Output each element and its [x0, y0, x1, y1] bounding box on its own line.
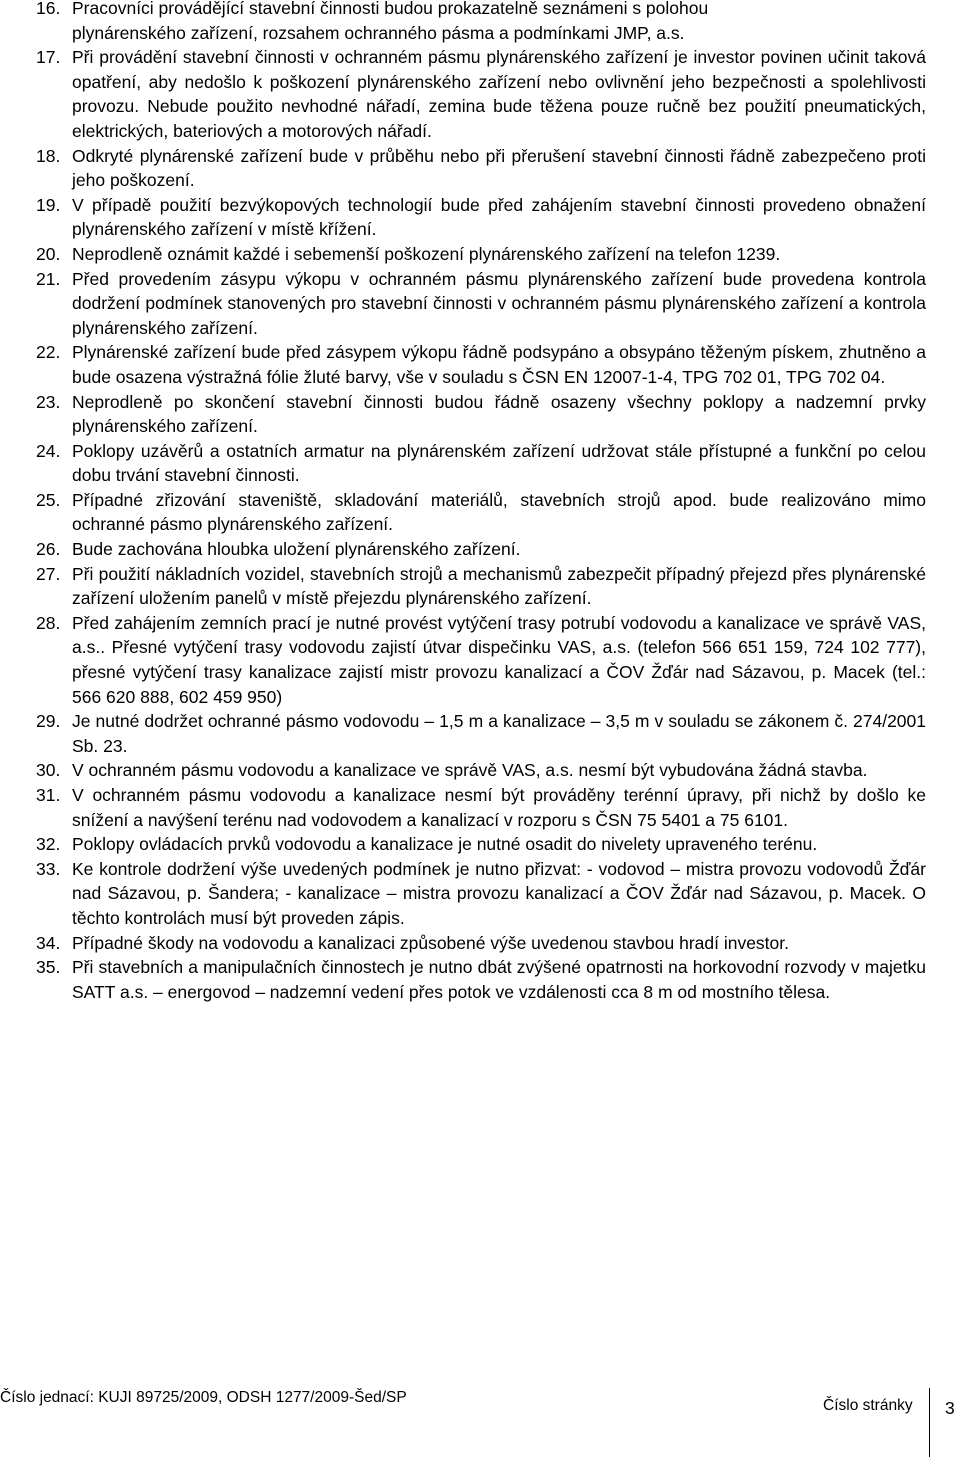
condition-number: 23. [36, 391, 61, 412]
condition-item [36, 709, 926, 758]
condition-number: 24. [36, 440, 61, 461]
condition-text: Při použití nákladních vozidel, stavebních strojů a mechanismů zabezpečit případný přejezd přes plynárenské zařízení uložením panelů v místě přejezdu plynárenského zařízení. [72, 563, 926, 609]
condition-text: Je nutné dodržet ochranné pásmo vodovodu – 1,5 m a kanalizace – 3,5 m v souladu se zákonem č. 274/2001 Sb. 23. [72, 711, 926, 756]
condition-item [36, 611, 926, 709]
condition-text: Při stavebních a manipulačních činnostech je nutno dbát zvýšené opatrnosti na horkovodní rozvody v majetku SATT a.s. – energovod – nadzemní vedení přes potok ve vzdálenosti cca 8 m od mostního tělesa. [72, 957, 926, 1002]
condition-item [36, 390, 926, 439]
condition-text: Poklopy uzávěrů a ostatních armatur na plynárenském zařízení udržovat stále přístupné a funkční po celou dobu trvání stavební činnosti. [72, 440, 926, 486]
condition-item [36, 45, 926, 143]
page-number: 3 [945, 1398, 955, 1418]
condition-number: 20. [36, 243, 61, 264]
condition-number: 27. [36, 563, 61, 584]
reference-number: Číslo jednací: KUJI 89725/2009, ODSH 1277/2009-Šed/SP [0, 1389, 407, 1406]
condition-text: Před zahájením zemních prací je nutné provést vytýčení trasy potrubí vodovodu a kanalizace ve správě VAS, a.s.. Přesné vytýčení trasy vodovodu zajistí útvar dispečinku VAS, a.s. (telefon 566 651 159, 724 102 777), přesné vytýčení trasy kanalizace zajistí mistr provozu kanalizací a ČOV Žďár nad Sázavou, p. Macek (tel.: 566 620 888, 602 459 950) [72, 612, 926, 707]
condition-number: 28. [36, 612, 61, 633]
condition-item [36, 783, 926, 832]
condition-number: 25. [36, 489, 61, 510]
condition-item [36, 857, 926, 931]
condition-item [36, 267, 926, 341]
condition-text: Případné zřizování staveniště, skladování materiálů, stavebních strojů apod. bude realizováno mimo ochranné pásmo plynárenského zařízení. [72, 489, 926, 535]
condition-item [36, 439, 926, 488]
condition-text: V ochranném pásmu vodovodu a kanalizace ve správě VAS, a.s. nesmí být vybudována žádná stavba. [72, 760, 868, 781]
condition-number: 17. [36, 47, 61, 68]
condition-item [36, 144, 926, 193]
condition-number: 32. [36, 834, 61, 855]
condition-number: 19. [36, 194, 61, 215]
footer-divider [929, 1388, 930, 1457]
condition-text: Neprodleně po skončení stavební činnosti budou řádně osazeny všechny poklopy a nadzemní prvky plynárenského zařízení. [72, 391, 926, 437]
condition-number: 30. [36, 760, 61, 781]
condition-item [36, 562, 926, 611]
condition-number: 18. [36, 145, 61, 166]
condition-number: 31. [36, 785, 61, 805]
condition-number: 29. [36, 711, 61, 732]
condition-item [36, 340, 926, 389]
condition-item [36, 193, 926, 242]
page-number-label: Číslo stránky [823, 1397, 913, 1414]
condition-item [36, 0, 926, 45]
condition-number: 33. [36, 858, 61, 879]
condition-item [36, 242, 926, 267]
condition-number: 35. [36, 957, 61, 978]
condition-text: Pracovníci provádějící stavební činnosti budou prokazatelně seznámeni s polohou plynárenského zařízení, rozsahem ochranného pásma a podmínkami JMP, a.s. [72, 0, 709, 43]
condition-item [36, 758, 926, 783]
condition-number: 22. [36, 342, 61, 363]
condition-text: Neprodleně oznámit každé i sebemenší poškození plynárenského zařízení na telefon 1239. [72, 243, 781, 264]
condition-text: Bude zachována hloubka uložení plynárenského zařízení. [72, 539, 521, 560]
condition-text: V případě použití bezvýkopových technologií bude před zahájením stavební činnosti provedeno obnažení plynárenského zařízení v místě křížení. [72, 194, 926, 240]
condition-text: Ke kontrole dodržení výše uvedených podmínek je nutno přizvat: - vodovod – mistra provozu vodovodů Žďár nad Sázavou, p. Šandera; - kanalizace – mistra provozu kanalizací a ČOV Žďár nad Sázavou, p. Macek. O těchto kontrolách musí být proveden zápis. [72, 858, 926, 928]
conditions-list [36, 0, 926, 1004]
condition-number: 26. [36, 539, 61, 560]
condition-text: Při provádění stavební činnosti v ochranném pásmu plynárenského zařízení je investor povinen učinit taková opatření, aby nedošlo k poškození plynárenského zařízení nebo ovlivnění jeho bezpečnosti a spolehlivosti provozu. Nebude použito nevhodné nářadí, zemina bude těžena pouze ručně bez použití pneumatických, elektrických, bateriových a motorových nářadí. [72, 47, 926, 141]
condition-text: Před provedením zásypu výkopu v ochranném pásmu plynárenského zařízení bude provedena kontrola dodržení podmínek stanovených pro stavební činnosti v ochranném pásmu plynárenského zařízení a kontrola plynárenského zařízení. [72, 268, 926, 338]
condition-text: Plynárenské zařízení bude před zásypem výkopu řádně podsypáno a obsypáno těženým pískem, zhutněno a bude osazena výstražná fólie žluté barvy, vše v souladu s ČSN EN 12007-1-4, TPG 702 01, TPG 702 04. [72, 342, 926, 387]
condition-item [36, 955, 926, 1004]
condition-text: Případné škody na vodovodu a kanalizaci způsobené výše uvedenou stavbou hradí investor. [72, 932, 790, 953]
condition-text: Poklopy ovládacích prvků vodovodu a kanalizace je nutné osadit do nivelety upraveného terénu. [72, 834, 818, 855]
condition-number: 34. [36, 932, 61, 953]
condition-item [36, 537, 926, 562]
condition-item [36, 488, 926, 537]
condition-number: 16. [36, 0, 61, 18]
condition-text: Odkryté plynárenské zařízení bude v průběhu nebo při přerušení stavební činnosti řádně zabezpečeno proti jeho poškození. [72, 145, 926, 191]
condition-text: V ochranném pásmu vodovodu a kanalizace nesmí být prováděny terénní úpravy, při nichž by došlo ke snížení a navýšení terénu nad vodovodem a kanalizací v rozporu s ČSN 75 5401 a 75 6101. [72, 785, 926, 830]
condition-item [36, 931, 926, 956]
condition-number: 21. [36, 268, 61, 289]
condition-item [36, 832, 926, 857]
